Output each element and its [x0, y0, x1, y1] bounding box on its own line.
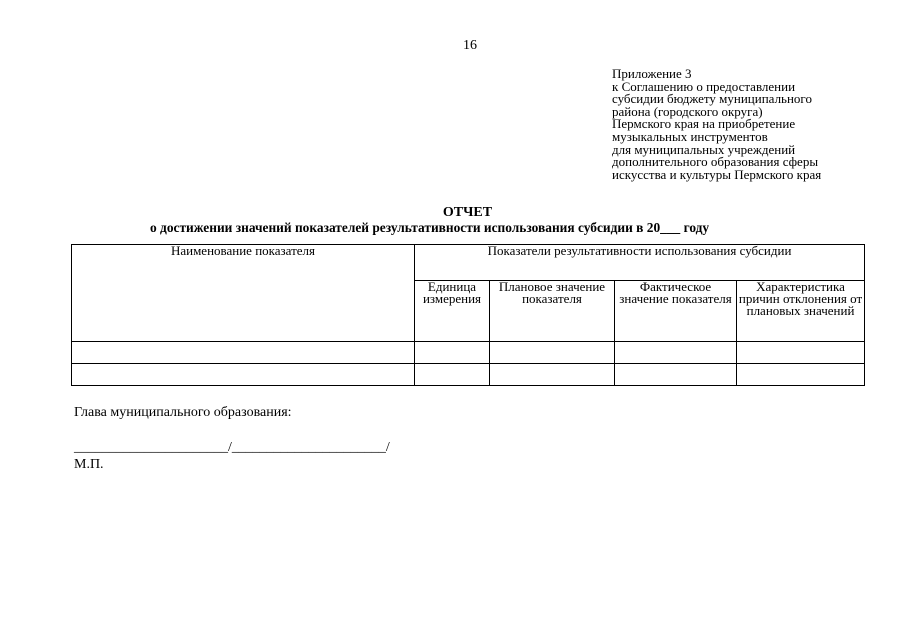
appendix-header	[612, 68, 821, 181]
appendix-line: района (городского округа)	[612, 103, 763, 119]
header-deviation-reasons: Характеристика причин отклонения от плановых значений	[737, 281, 865, 342]
table-cell[interactable]	[415, 342, 490, 364]
appendix-line: к Соглашению о предоставлении	[612, 78, 796, 94]
report-title: ОТЧЕТ	[442, 205, 493, 220]
table-cell[interactable]	[615, 364, 737, 386]
header-indicator-name: Наименование показателя	[72, 245, 415, 342]
signature-line: ______________________/______________________/	[74, 440, 390, 455]
table-row	[72, 342, 865, 364]
table-cell[interactable]	[72, 364, 415, 386]
appendix-line: искусства и культуры Пермского края	[612, 166, 822, 182]
appendix-line: субсидии бюджету муниципального	[612, 91, 812, 107]
appendix-line: Приложение 3	[612, 66, 692, 81]
header-actual-value: Фактическое значение показателя	[615, 281, 737, 342]
page-number: 16	[463, 38, 477, 53]
header-planned-value: Плановое значение показателя	[490, 281, 615, 342]
appendix-line: Пермского края на приобретение	[612, 116, 796, 132]
table-cell[interactable]	[490, 342, 615, 364]
table-cell[interactable]	[737, 364, 865, 386]
report-table	[71, 244, 865, 386]
table-cell[interactable]	[72, 342, 415, 364]
table-header-row	[72, 245, 865, 281]
header-performance-group: Показатели результативности использования субсидии	[415, 245, 865, 281]
header-unit: Единица измерения	[415, 281, 490, 342]
report-subtitle: о достижении значений показателей результативности использования субсидии в 20___ году	[150, 220, 710, 235]
table-row	[72, 364, 865, 386]
table-cell[interactable]	[615, 342, 737, 364]
table-cell[interactable]	[737, 342, 865, 364]
stamp-label: М.П.	[74, 457, 104, 472]
signatory-label: Глава муниципального образования:	[74, 405, 292, 420]
appendix-line: дополнительного образования сферы	[612, 154, 819, 170]
appendix-line: музыкальных инструментов	[612, 128, 768, 144]
table-cell[interactable]	[490, 364, 615, 386]
table-cell[interactable]	[415, 364, 490, 386]
appendix-line: для муниципальных учреждений	[612, 141, 796, 157]
